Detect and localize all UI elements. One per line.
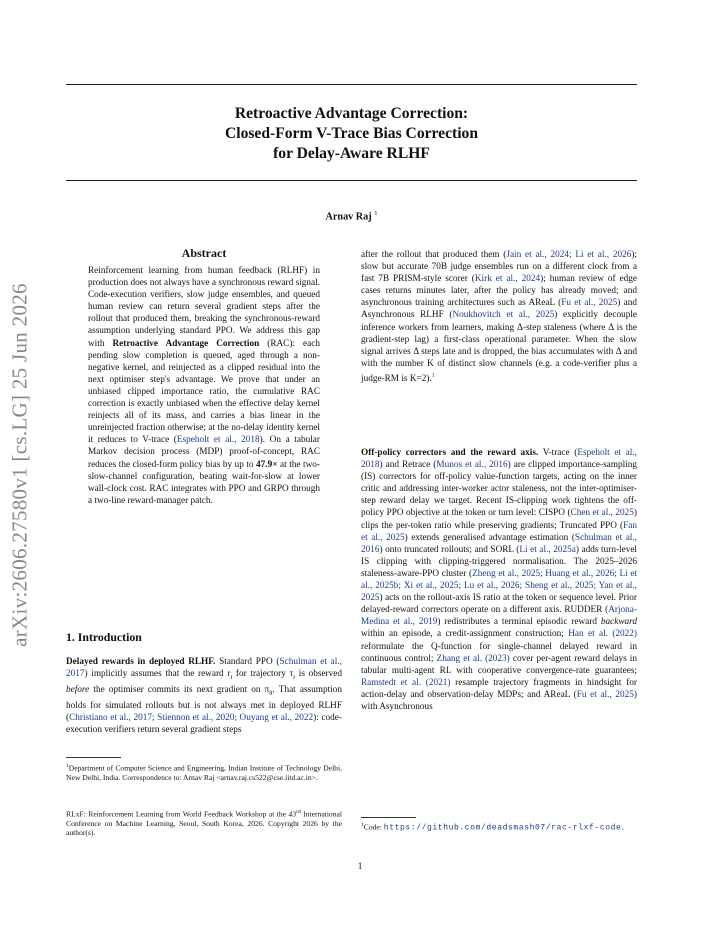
venue-ordinal: 43 xyxy=(288,809,297,819)
affiliation-footnote xyxy=(66,762,342,782)
code-repository-link[interactable]: https://github.com/deadsmash07/rac-rlxf-code xyxy=(383,823,622,833)
body-text: within an episode, a credit-assignment construction; xyxy=(361,629,569,640)
body-text: after the rollout that produced them ( xyxy=(361,250,507,260)
affiliation-text: Department of Computer Science and Engineering, Indian Institute of Technology Delhi, New Delhi, India. Correspondence to: Arnav Raj <arnav.raj.cs522@cse.iitd.ac.in>. xyxy=(66,763,342,782)
venue-ordinal-suffix: rd xyxy=(296,809,301,815)
body-text: ) adds turn-level IS clipping with clipping-triggered normalisation. The 2025–2026 staleness-aware-PPO cluster ( xyxy=(361,544,638,579)
body-text: ) extends generalised advantage estimation ( xyxy=(404,532,575,543)
footnote-rule-right xyxy=(361,817,416,818)
intro-text: is observed xyxy=(295,669,342,680)
citation-link[interactable]: Fu et al., 2025 xyxy=(561,298,618,309)
abstract-text-1: Reinforcement learning from human feedback (RLHF) in production does not always have a synchronous reward signal. Code-execution verifiers, slow judge ensembles, and queued human review can return several gradient steps after the rollout that produced them, breaking the synchronous-reward assumption underlying standard PPO. We address this gap with xyxy=(88,266,320,349)
citation-link[interactable]: Zhang et al. (2023) xyxy=(436,653,510,664)
math-subscript: θ xyxy=(269,689,273,697)
right-paragraph-1 xyxy=(361,249,637,385)
page-number: 1 xyxy=(357,862,363,872)
body-text: ) onto truncated rollouts; and SORL ( xyxy=(379,544,520,555)
body-text: ) and Retrace ( xyxy=(379,460,437,471)
footnote-link[interactable]: 1 xyxy=(431,372,435,379)
intro-text: ) implicitly assumes that the reward r xyxy=(84,669,231,680)
citation-link[interactable]: Han et al. (2022) xyxy=(568,629,637,640)
body-text: ); slow but accurate 70B judge ensembles run on a different clock from a fast 7B PRISM-style scorer ( xyxy=(361,250,637,285)
paragraph-lead: Delayed rewards in deployed RLHF. xyxy=(66,657,216,667)
citation-link[interactable]: Fan et al., 2025 xyxy=(361,520,637,543)
title-bottom-rule xyxy=(66,180,637,181)
citation-link[interactable]: Noukhovitch et al., 2025 xyxy=(452,310,555,321)
citation-link[interactable]: Schulman et al., 2016 xyxy=(361,532,637,555)
author-name: Arnav Raj xyxy=(325,211,372,223)
intro-text: ): code-execution verifiers return several gradient steps xyxy=(66,713,342,736)
body-text: reformulate the Q-function for single-channel delayed reward in continuous control; xyxy=(361,641,637,664)
footnote-rule-left xyxy=(66,757,121,758)
arxiv-identifier: arXiv:2606.27580v1 [cs.LG] 25 Jun 2026 xyxy=(7,283,32,647)
venue-text: RLxF: Reinforcement Learning from World Feedback Workshop at the xyxy=(66,809,289,819)
body-text: ) clips the per-token ratio while preserving gradients; Truncated PPO ( xyxy=(361,508,637,531)
venue-footnote xyxy=(66,808,342,838)
math-subscript: t xyxy=(293,673,296,681)
title-line-1: Retroactive Advantage Correction: xyxy=(234,105,469,122)
citation-link[interactable]: Li et al., 2025a xyxy=(519,544,576,555)
citation-link[interactable]: Christiano et al., 2017; Stiennon et al., 2020; Ouyang et al., 2022 xyxy=(69,713,314,724)
citation-link[interactable]: Jain et al., 2024; Li et al., 2026 xyxy=(506,250,632,260)
intro-text: for trajectory τ xyxy=(232,669,294,680)
math-subscript: t xyxy=(230,673,233,681)
intro-text: . That assumption holds for simulated rollouts but is not always met in deployed RLHF ( xyxy=(66,685,342,724)
intro-text: Standard PPO ( xyxy=(215,657,280,667)
citation-link[interactable]: Schulman et al., 2017 xyxy=(66,657,342,680)
body-text: ) and Asynchronous RLHF ( xyxy=(361,298,638,321)
emphasis: backward xyxy=(600,617,637,628)
title-line-2: Closed-Form V-Trace Bias Correction xyxy=(224,125,479,142)
footnote-period: . xyxy=(621,822,624,832)
citation-link[interactable]: Zheng et al., 2025; Huang et al., 2026; Li et al., 2025b; Xi et al., 2025; Lu et al., 2026; Sheng et al., 2025; Yan et al., 2025 xyxy=(361,568,637,604)
section-heading-introduction: 1. Introduction xyxy=(66,630,142,644)
abstract-method-name: Retroactive Advantage Correction xyxy=(112,338,260,349)
body-text: ) acts on the rollout-axis IS ratio at the token or sequence level. Prior delayed-reward correctors operate on a different axis. RUDDER ( xyxy=(361,593,637,616)
abstract-body xyxy=(88,265,320,507)
body-text: ); human review of edge cases returns minutes later, after the policy has already moved; and asynchronous training architectures such as AReaL ( xyxy=(361,274,637,309)
citation-link[interactable]: Espeholt et al., 2018 xyxy=(176,435,260,446)
body-text: resample trajectory fragments in hindsight for action-delay and observation-delay MDPs; and AReaL ( xyxy=(361,677,637,700)
footnote-mark: 1 xyxy=(361,822,364,828)
title-line-3: for Delay-Aware RLHF xyxy=(273,145,430,162)
code-footnote xyxy=(361,821,637,833)
abstract-text-3: ). On a tabular Markov decision process (MDP) proof-of-concept, RAC reduces the closed-form policy bias by up to xyxy=(88,435,320,470)
citation-link[interactable]: Chen et al., 2025 xyxy=(570,508,634,519)
body-text: ) are clipped importance-sampling (IS) correctors for off-policy value-function targets, acting on the inner critic and addressing inter-worker actor staleness, not the inter-optimiser-step reward delay we target. Recent IS-clipping work tightens the off-policy PPO objective at the token or turn level: CISPO ( xyxy=(361,460,637,519)
abstract-bias-factor: 47.9× xyxy=(256,459,278,470)
author-affiliation-mark: 1 xyxy=(374,210,378,217)
paper-title xyxy=(66,104,637,164)
citation-link[interactable]: Ramstedt et al. (2021) xyxy=(361,677,451,688)
abstract-heading: Abstract xyxy=(181,246,227,260)
citation-link[interactable]: Kirk et al., 2024 xyxy=(474,274,541,285)
citation-link[interactable]: Arjona-Medina et al., 2019 xyxy=(361,605,637,628)
body-text: cover per-agent reward delays in tabular multi-agent RL with cooperative convergence-rate guarantees; xyxy=(361,653,637,676)
abstract-text-4: at the two-slow-channel configuration, beating wait-for-slow at lower wall-clock cost. RAC integrates with PPO and GRPO through a two-line reward-manager patch. xyxy=(88,459,320,506)
author-line xyxy=(66,210,637,222)
venue-text: International Conference on Machine Learning, Seoul, South Korea, 2026. Copyright 2026 by the author(s). xyxy=(66,809,343,838)
body-text: ) redistributes a terminal episodic reward xyxy=(437,617,601,628)
arxiv-stamp xyxy=(0,0,40,932)
abstract-text-2: (RAC): each pending slow completion is queued, aged through a non-negative kernel, and reinjected as a clipped residual into the next optimiser step's advantage. We prove that under an unbiased clipped importance ratio, the cumulative RAC correction is exactly unbiased when the effective delay kernel reinjects all of its mass, and carries a bias linear in the unreinjected fraction otherwise; at the no-delay identity kernel it reduces to V-trace ( xyxy=(88,338,320,446)
right-paragraph-2 xyxy=(361,447,637,713)
citation-link[interactable]: Espeholt et al., 2018 xyxy=(361,448,637,471)
body-text: ) explicitly decouple inference workers from learners, making Δ-step staleness (where Δ is the gradient-step lag) a first-class operational parameter. When the slow signal arrives Δ steps late and is dropped, the bias accumulates with Δ and with the number K of distinct slow channels (e.g. a code-verifier plus a judge-RM is K=2). xyxy=(361,310,637,385)
body-text: V-trace ( xyxy=(538,448,578,458)
body-text: ) with Asynchronous xyxy=(361,689,637,712)
title-top-rule xyxy=(66,84,637,85)
footnote-mark: 1 xyxy=(66,763,69,769)
code-label: Code: xyxy=(363,822,384,832)
emphasis: before xyxy=(66,685,90,696)
citation-link[interactable]: Munos et al., 2016 xyxy=(436,460,508,471)
citation-link[interactable]: Fu et al., 2025 xyxy=(576,689,634,700)
intro-text: the optimiser commits its next gradient on π xyxy=(89,685,270,696)
intro-paragraph xyxy=(66,656,342,736)
paragraph-lead: Off-policy correctors and the reward axis. xyxy=(361,448,539,458)
